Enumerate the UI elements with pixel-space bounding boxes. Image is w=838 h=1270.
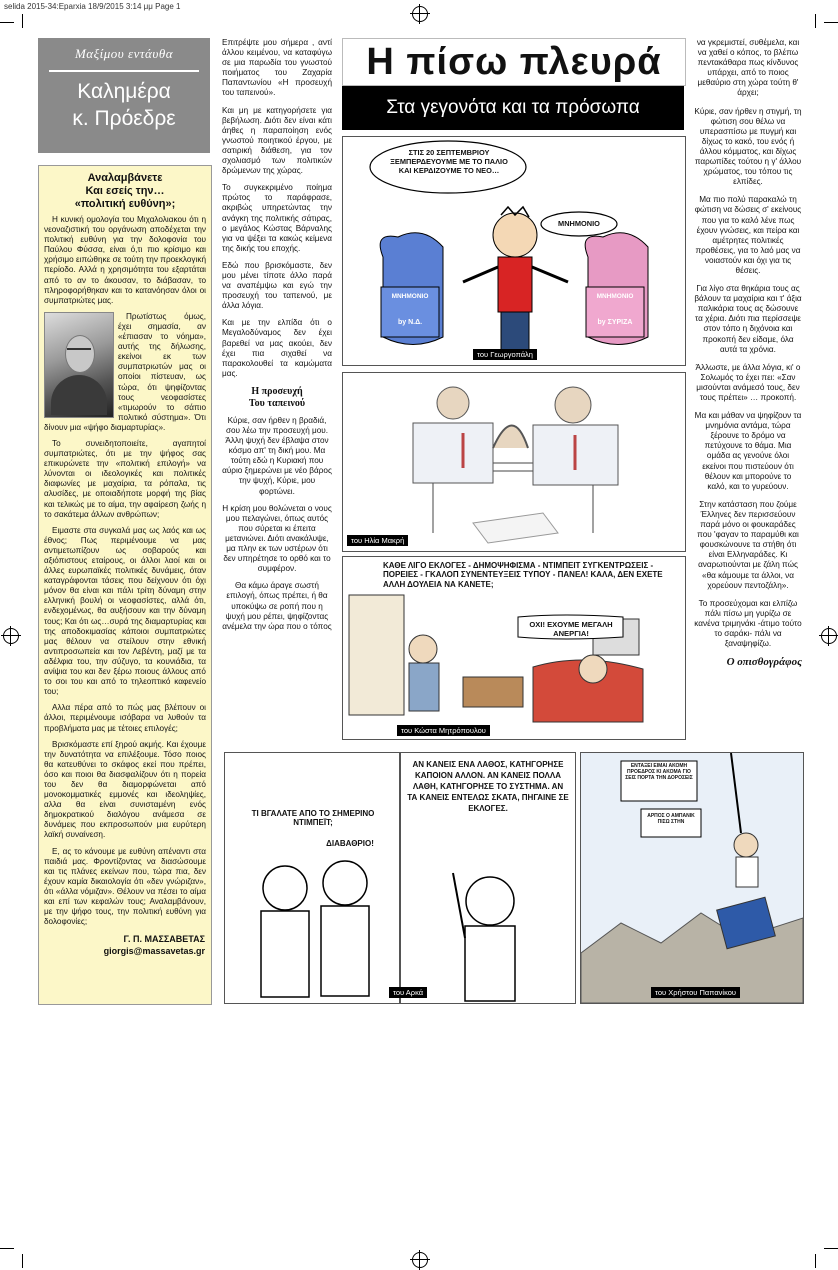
left-article	[38, 165, 212, 1005]
boy-head	[493, 213, 537, 257]
character-head	[323, 861, 367, 905]
right-stanza: Για λίγο στα θηκάρια τους ας βάλουν τα μαχαίρια και τ' άξια παλικάρια τους ας δώσουνε τα χέρια. Διότι πια περίσσεψε στον τόπο η διχόνοια και προκοπή δεν είδαμε, όλα αυτά τα χρόνια.	[694, 284, 802, 354]
article-paragraph: Η κυνική ομολογία του Μιχαλολιακου ότι η νεοναζιστική του οργάνωση αποδέχεται την πολιτική ευθύνη για την δολοφονία του Παύλου Φύσσα, είναι ό,τι πιο κρίσιμο και χρήσιμο ειπώθηκε σε τούτη την προεκλογική περίοδο. Αλλά η χρησιμότητα του εξαρτάται από το αν το άκουσαν, το διάβασαν, το πληροφορήθηκαν και το κατανόησαν όλοι οι συμπατριώτες μας.	[44, 215, 206, 305]
author-photo-shoulders	[51, 375, 107, 415]
cartoon-credit: του Κώστα Μητρόπουλου	[397, 725, 490, 736]
speaker-head	[466, 877, 514, 925]
left-politician-shirt	[413, 423, 493, 483]
section-title-box	[342, 38, 686, 86]
article-paragraph-text: Πρωτίστως όμως, έχει σημασία, αν «έπιασαν το νόημα», αυτής της δήλωσης, εκείνοι εκ των συμπατριωτών μας οι οποίοι πίστευαν, ως τώρα, ότι ψηφίζοντας τους νεοφασίστες «τιμωρούν το σάπιο πολιτικό σύστημα». Ότι δίνουν μια «ψήφο διαμαρτυρίας».	[44, 311, 206, 432]
cartoon-label: ΜΝΗΜΟΝΙΟ	[596, 293, 634, 300]
registration-mark	[412, 1252, 428, 1268]
article-paragraph: Ε, ας το κάνουμε με ευθύνη απέναντι στα παιδιά μας. Φροντίζοντας να διασώσουμε και τις πλάνες εκείνων που, τώρα πια, δεν έχουν καμία δικαιολογία ότι «δεν γνώριζαν», ότι «άλλα νόμιζαν». Θέλουν να πέσει το αίμα και επί των κεφαλών τους; Αναλαμβάνουν, με την ψήφο τους, την πολιτική ευθύνη για δολοφονίες;	[44, 846, 206, 927]
section-title: Η πίσω πλευρά	[366, 41, 662, 83]
header-rule	[49, 70, 199, 72]
heading-line: Αναλαμβάνετε	[87, 172, 163, 184]
cartoon-speech-text: ΟΧΙ! ΕΧΟΥΜΕ ΜΕΓΑΛΗ ΑΝΕΡΓΙΑ!	[529, 620, 613, 638]
column-header-box	[38, 38, 210, 153]
author-signature	[45, 933, 205, 957]
section-subtitle: Στα γεγονότα και τα πρόσωπα	[342, 86, 684, 130]
crop-mark	[815, 14, 816, 28]
cartoon-makris	[342, 372, 686, 552]
cartoon-speech-text: ΚΑΘΕ ΛΙΓΟ ΕΚΛΟΓΕΣ - ΔΗΜΟΨΗΦΙΣΜΑ - ΝΤΙΜΠΕΙΤ ΣΥΓΚΕΝΤΡΩΣΕΙΣ - ΠΟΡΕΙΕΣ - ΓΚΑΛΟΠ ΣΥΝΕΝΤΕΥΞΕΙΣ ΤΥΠΟΥ - ΠΑΝΕΛ! ΚΑΛΑ, ΔΕΝ ΕΧΕΤΕ ΑΛΛΗ ΔΟΥΛΕΙΑ ΝΑ ΚΑΝΕΤΕ;	[383, 561, 663, 589]
print-slug: selida 2015-34:Eparxia 18/9/2015 3:14 μμ Page 1	[4, 2, 181, 11]
article-paragraph: Ειμαστε στα συγκαλά μας ως λαός και ως έθνος; Πως περιμένουμε να μας αντιμετωπίζουν ως σοβαρούς και αξιόπιστους εταίρους, οι άλλοι λαοί και οι άλλες ευρωπαϊκές πολιτικές δυνάμεις, όταν καταγράφονται τάσεις που δείχνουν ότι όχι μόνον θα είναι και πάλι τρίτη δύναμη στην ελληνική βουλή οι νεοφασίστες, αλλά ότι, ενδεχομένως, θα αυξήσουν και την δύναμη τους; Και ότι ως…συρά της διαμαρτυρίας και της αποδοκιμασίας κάποιοι συμπατριώτες μας θέλουν να στείλουν στην εθνική αντιπροσωπεία και τον Λεβέντη, μαζί με τα αδέλφια του, την σύζυγο, τα κουνιάδια, τα ανίψια του και δεν ξέρω ποιους άλλους από το σοι του και από το τηλεοπτικό καφενείο του;	[44, 525, 206, 697]
author-photo	[44, 312, 114, 418]
columnist-signoff: Ο οπισθογράφος	[726, 656, 802, 669]
mid-paragraph: Επιτρέψτε μου σήμερα , αντί άλλου κειμένου, να καταφύγω σε μια παρωδία του γνωστού ποιήματος του Ζαχαρία Παπαντωνίου «Η προσευχή του ταπεινού».	[222, 38, 332, 98]
article-paragraph: Αλλα πέρα από το πώς μας βλέπουν οι άλλοι, περιμένουμε ισόβαρα να λυθούν τα προβλήματα μας με τέτοιες επιλογές;	[44, 703, 206, 733]
author-email[interactable]: giorgis@massavetas.gr	[103, 946, 205, 957]
crop-mark	[824, 22, 838, 23]
papers-on-floor	[473, 513, 558, 543]
article-paragraph: Βρισκόμαστε επί ξηρού ακμής. Και έχουμε την δυνατότητα να επιλέξουμε. Τόσο ποιος θα κατευθύνει το σκάφος εκεί που πρέπει, όσο και ποιοι θα διασφαλίζουν ότι η πορεία του δεν θα διαμορφώνεται από μονοκομματικές εμμονές και ιδεοληψίες, αλλα θα είναι συνισταμένη ενός δημοκρατικού διαλόγου ανάμεσα σε δυνάμεις που εκπροσωπούν μια ευρύτερη λαϊκή συναίνεση.	[44, 739, 206, 840]
right-stanza: Άλλωστε, με άλλα λόγια, κι' ο Σολωμός το έχει πει: «Σαν μισούνται ανάμεσό τους, δεν τους πρέπει» … προκοπή.	[695, 362, 801, 402]
right-stanza: Μα πιο πολύ παρακαλώ τη φώτιση να δώσεις σ' εκείνους που για το καλό λένε πως έχουν γνώσεις, και πείρα και αμέτρητες πολιτικές προθέσεις, για το λαό μας να νοιαστούν και όχι για τις θέσεις.	[694, 195, 802, 275]
crop-mark	[0, 1248, 14, 1249]
cartoon-speech-text: ΣΤΙΣ 20 ΣΕΠΤΕΜΒΡΙΟΥ ΞΕΜΠΕΡΔΕΥΟΥΜΕ ΜΕ ΤΟ ΠΑΛΙΟ ΚΑΙ ΚΕΡΔΙΖΟΥΜΕ ΤΟ ΝΕΟ…	[390, 148, 508, 175]
author-photo-glasses	[67, 348, 91, 356]
right-stanza: να γκρεμιστεί, συθέμελα, και να χαθεί ο κόπος, το βλέπω πεντακάθαρα πως κίνδυνος υπάρχει, από το ποιος μεθαύριο στη χώρα τούτη θ' άρχει;	[696, 38, 800, 98]
right-stanza: Μα και μάθαν να ψηφίζουν τα μνημόνια αντάμα, τώρα ξέρουνε το δρόμο να πετύχουνε το θάμα. Μια ομάδα ας γενούνε όλοι εκείνοι που πιστεύουν ότι θέλουν και μπορούνε το καλό, και το γυρεύουν.	[694, 411, 802, 491]
poem-stanza: Θα κάμω άραγε σωστή επιλογή, όπως πρέπει, ή θα υποκύψω σε ροπή που η ψυχή μου ρέπει, ψηφίζοντας ανέμελα την ώρα που ο τόπος	[222, 581, 332, 631]
cartoon-credit: του Χρήστου Παπανίκου	[651, 987, 740, 998]
crop-mark	[22, 14, 23, 28]
pointing-finger	[453, 873, 465, 938]
poem-title	[222, 386, 332, 410]
registration-mark	[412, 6, 428, 22]
mid-paragraph: Το συγκεκριμένο ποίημα πρώτος το παράφρασε, ακριβώς υπηρετώντας την ανάγκη της πολιτικής σάτιρας, ο μεγάλος Κώστας Βάρναλης για να ψέξει τα κακώς κείμενα της δικής του εποχής.	[222, 183, 332, 253]
right-politician-head	[555, 387, 591, 423]
article-paragraph: Το συνειδητοποιείτε, αγαπητοί συμπατριώτες, ότι με την ψήφος σας επικυρώνετε την «πολιτική επιλογή» να λύνονται οι ιδεολογικές και πολιτικές διαφωνίες με μαχαίρια, τα ρόπαλα, τις αλυσίδες, με οποιαδήποτε μορφή της βίας και τελικώς με το αίμα, την αφαίρεση ζωής η το σακάτεμα άλλων ανθρώπων;	[44, 438, 206, 519]
middle-column	[222, 38, 332, 639]
coffee-table	[463, 677, 523, 707]
cartoon-drawing	[343, 373, 685, 551]
cartoon-arkas	[224, 752, 576, 1004]
registration-mark	[3, 628, 19, 644]
cartoon-speech-text: ΜΝΗΜΟΝΙΟ	[558, 219, 600, 228]
right-stanza: Στην κατάσταση που ζούμε Έλληνες δεν περισσεύουν παρά μόνο οι φουκαράδες που 'φαγαν το παραμύθι και φουσκώνουνε τα στήθη ότι είναι Ελληναράδες. Κι αναρωτιούνται με ζάλη πώς «θα κάμουμε τα άλλοι, να χορεύουν πεντοζάλη».	[697, 499, 799, 590]
arm-wrestle-hands	[493, 426, 528, 449]
visitor-head	[409, 635, 437, 663]
cartoon-label: by ΣΥΡΙΖΑ	[597, 319, 633, 326]
boy-arm	[532, 267, 568, 282]
column-title-line2: κ. Πρόεδρε	[72, 107, 176, 130]
cartoon-speech-text: ΑΝ ΚΑΝΕΙΣ ΕΝΑ ΛΑΘΟΣ, ΚΑΤΗΓΟΡΗΣΕ ΚΑΠΟΙΟΝ ΑΛΛΟΝ. ΑΝ ΚΑΝΕΙΣ ΠΟΛΛΑ ΛΑΘΗ, ΚΑΤΗΓΟΡΗΣΕ ΤΟ ΣΥΣΤΗΜΑ. ΑΝ ΤΑ ΚΑΝΕΙΣ ΕΝΤΕΛΩΣ ΣΚΑΤΑ, ΠΗΓΑΙΝΕ ΣΕ ΕΚΛΟΓΕΣ.	[407, 760, 569, 813]
man-on-sofa	[579, 655, 607, 683]
visitor-body	[409, 663, 439, 711]
right-column	[694, 38, 802, 667]
author-name: Γ. Π. ΜΑΣΣΑΒΕΤΑΣ	[123, 934, 205, 945]
article-heading	[39, 166, 211, 215]
cartoon-label: by Ν.Δ.	[397, 319, 423, 326]
character-body	[261, 911, 309, 997]
cartoon-label: ΜΝΗΜΟΝΙΟ	[391, 293, 429, 300]
crop-mark	[815, 1254, 816, 1268]
boy-trousers	[501, 312, 529, 352]
swinging-man-body	[736, 857, 758, 887]
boy-arm	[463, 267, 498, 282]
character-body	[321, 906, 369, 996]
crop-mark	[824, 1248, 838, 1249]
heading-line: Και εσείς την…	[85, 185, 165, 197]
poem-stanza: Κύριε, σαν ήρθεν η βραδιά, σου λέω την προσευχή μου. Άλλη ψυχή δεν έβλαψα στον κόσμο απ' τη δική μου. Μα τούτη εδώ η Κυριακή που αύριο ξημερώνει με νέο βάρος την ψυχή, Κύριε, μου φορτώνει.	[222, 415, 332, 496]
right-stanza: Το προσεύχομαι και ελπίζω πάλι πίσω μη γυρίζω σε κανένα τριμηνάκι -άτιμο τούτο το σαράκι- πάλι να ξαναψηφίζω.	[694, 598, 802, 649]
door	[349, 595, 404, 715]
mid-paragraph: Εδώ που βρισκόμαστε, δεν μου μένει τίποτε άλλο παρά να αναπέμψω και εγώ την προσευχή του ταπεινού, με άλλα λόγια.	[222, 260, 332, 311]
column-kicker: Μαξίμου εντάυθα	[74, 46, 174, 61]
cartoon-mitropoulos	[342, 556, 686, 740]
cartoon-speech-text: ΔΙΑΒΑΘΡΙΟ!	[326, 839, 374, 848]
cartoon-credit: του Αρκά	[389, 987, 427, 998]
registration-mark	[821, 628, 837, 644]
right-stanza: Κύριε, σαν ήρθεν η στιγμή, τη φώτιση σου θέλω να υπερασπίσω με πυγμή και δίχως το κακό, του ενός ή άλλου κόμματος, και δίχως παρωπίδες τούτου η γ' άλλου χρώματος, του τόπου τις ελπίδες.	[694, 106, 802, 187]
left-politician-head	[437, 387, 469, 419]
cartoon-speech-text: ΤΙ ΒΓΑΛΑΤΕ ΑΠΟ ΤΟ ΣΗΜΕΡΙΝΟ ΝΤΙΜΠΕΪΤ;	[251, 809, 375, 827]
cartoon-drawing	[581, 753, 803, 1003]
crop-mark	[22, 1254, 23, 1268]
swinging-man-head	[734, 833, 758, 857]
poem-title-line: Του ταπεινού	[248, 397, 306, 409]
article-paragraph	[44, 312, 206, 433]
cartoon-papanikou	[580, 752, 804, 1004]
cartoon-credit: του Ηλία Μακρή	[347, 535, 408, 546]
character-head	[263, 866, 307, 910]
column-title-line1: Καλημέρα	[77, 80, 171, 103]
heading-line: «πολιτική ευθύνη»;	[74, 198, 176, 210]
cartoon-credit: του Γεωργοπάλη	[473, 349, 537, 360]
cartoon-georgopalis	[342, 136, 686, 366]
mid-paragraph: Και με την ελπίδα ότι ο Μεγαλοδύναμος δεν έχει βαρεθεί να μας ακούει, δεν έχει πια σιχαθεί να παρακολουθεί τα καμώματα μας.	[222, 318, 332, 378]
poem-title-line: Η προσευχή	[251, 385, 303, 397]
mid-paragraph: Και μη με κατηγορήσετε για βεβήλωση. Διότι δεν είναι κάτι άηθες η παραποίηση ενός γνωστού ποιητικού έργου, με σατιρική διάθεση, για τον σχολιασμό των πολιτικών δρώμενων της χώρας.	[222, 105, 332, 176]
boy-shirt	[498, 257, 532, 312]
speaker-body	[465, 926, 515, 1001]
poem-stanza: Η κρίση μου θολώνεται ο νους μου πελαγώνει, όπως αυτός που σύρεται κι έπειτα μετανιώνει. Διότι ανακάλυψε, μα πλην εκ των υστέρων ότι δεν υπηρέτησε το ορθό και το συμφέρον.	[222, 503, 332, 574]
cartoon-speech-text: ΕΝΤΑΞΕΙ ΕΙΜΑΙ ΑΚΟΜΗ ΠΡΟΕΔΡΟΣ ΚΙ ΑΚΟΜΑ ΓΙΟ ΣΕΙΣ ΠΟΡΤΑ ΤΗΝ ΔΟΡΟΣΕΙΣ	[625, 763, 693, 782]
crop-mark	[0, 22, 14, 23]
cartoon-speech-text: ΑΡΠΟΣ Ο ΑΜΠΑΝΙΚ ΠΙΣΩ ΣΤΗΝ	[647, 813, 695, 826]
